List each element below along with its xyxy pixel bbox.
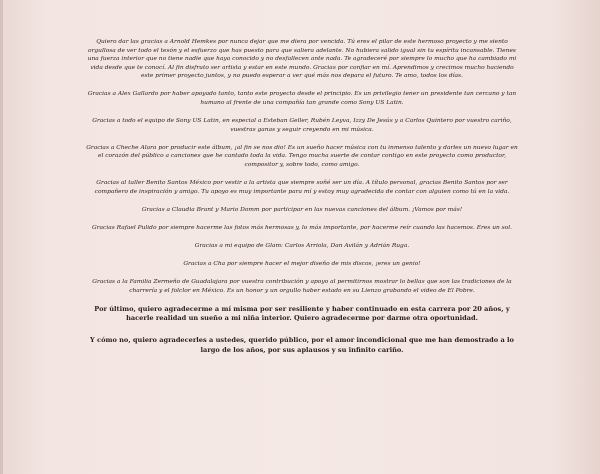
paragraph-brant-domm: Gracias a Claudia Brant y Mario Domm por participar en las nuevas canciones del álbum. ¡Vamos por más! xyxy=(141,206,463,213)
paragraph-glam-team: Gracias a mi equipo de Glam: Carlos Arriola, Dan Avilán y Adrián Ruga. xyxy=(194,243,410,249)
paragraph-rafael-pulido: Gracias Rafael Pulido por siempre hacerme las fotos más hermosas y, lo más importante, por hacerme reír cuando las hacemos. Eres un sol. xyxy=(92,224,512,231)
acknowledgements-text xyxy=(86,38,518,367)
page-fold-edge xyxy=(0,0,3,474)
paragraph-cha: Gracias a Cha por siempre hacer el mejor diseño de mis discos, ¡eres un genio! xyxy=(183,261,421,268)
paragraph-arnold-hemkes: Quiero dar las gracias a Arnold Hemkes por nunca dejar que me diera por vencida. Tú eres el pilar de este hermoso proyecto y me siento orgullosa de ver todo el tesón y el esfuerzo que has puesto para que saliera adelante. No hubiera salido igual sin tu espíritu incansable. Tienes una fuerza interior que no tiene nadie que haya conocido y no desfallecen ante nada. Te agradeceré por siempre lo mucho que ha cambiado mi vida desde que te conocí. Al fin disfruto ser artista y estar en este mundo. Gracias por confiar en mí. Aprendimos y crecimos mucho haciendo este primer proyecto juntos, y no puedo esperar a ver qué más nos depara el futuro. Te amo, todos los días. xyxy=(87,39,517,80)
closing-paragraph-public: Y cómo no, quiero agradecerles a ustedes, querido público, por el amor incondicional que me han demostrado a lo largo de los años, por sus aplausos y su infinito cariño. xyxy=(90,336,514,354)
paragraph-alex-gallardo: Gracias a Alex Gallardo por haber apoyado tanto, tanto este proyecto desde el principio. Es un privilegio tener un presidente tan cercano y tan humano al frente de una compañía tan grande como Sony US Latin. xyxy=(87,91,517,107)
paragraph-benito-santos: Gracias al taller Benito Santos México por vestir a la artista que siempre soñé ser un día. A título personal, gracias Benito Santos por ser compañero de inspiración y amigo. Tu apoyo es muy importante para mí y estoy muy agradecida de contar con alguien como tú en la vida. xyxy=(94,180,510,195)
paragraph-cheche-alara: Gracias a Cheche Alara por producir este álbum, ¡al fin se nos dio! Es un sueño hacer música con tu inmenso talento y darles un nuevo lugar en el corazón del público a canciones que he cantado toda la vida. Tengo mucha suerte de contar contigo en este proyecto como productor, compositor y, sobre todo, como amigo. xyxy=(86,144,518,169)
paragraph-sony-team: Gracias a todo el equipo de Sony US Latin, en especial a Esteban Geller, Rubén Leyva, Izzy De Jesús y a Carlos Quintero por vuestro cariño, vuestras ganas y seguir creyendo en mi música. xyxy=(92,118,512,133)
paragraph-familia-zermeno: Gracias a la Familia Zermeño de Guadalajara por vuestra contribución y apoyo al permitirnos mostrar lo bellas que son las tradiciones de la charrería y el folclor en México. Es un honor y un orgullo haber estado en su Lienzo grabando el video de El Pobre. xyxy=(92,279,512,294)
closing-paragraph-self: Por último, quiero agradecerme a mí misma por ser resiliente y haber continuado en esta carrera por 20 años, y hacerle realidad un sueño a mi niña interior. Quiero agradecerme por darme otra oportunidad. xyxy=(94,304,510,323)
